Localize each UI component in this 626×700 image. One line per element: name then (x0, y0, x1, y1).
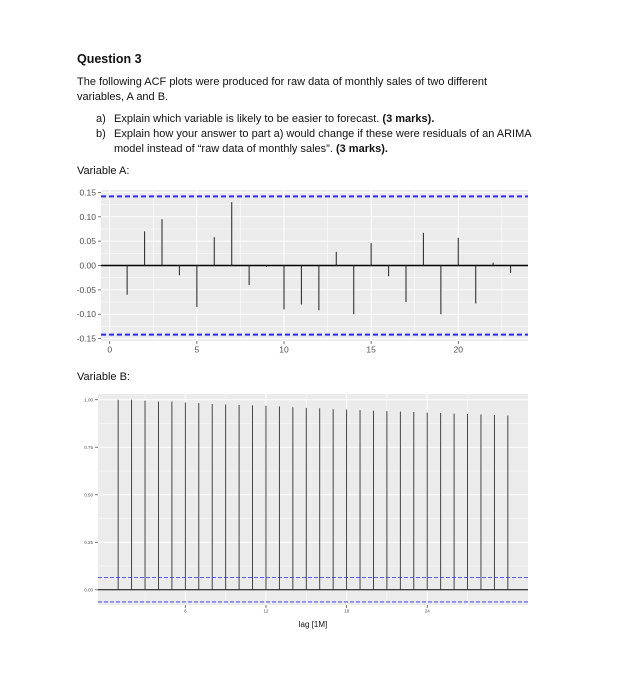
y-tick-label: 0.25 (84, 539, 93, 545)
x-tick-label: 15 (366, 344, 376, 355)
x-tick-label: 6 (184, 608, 187, 614)
y-tick-label: 0.05 (79, 236, 96, 247)
plot-panel (98, 394, 528, 605)
x-tick-label: 5 (194, 344, 200, 355)
part-marks: (3 marks). (382, 113, 435, 125)
variable-a-label: Variable A: (77, 165, 130, 177)
y-tick-label: -0.15 (76, 333, 96, 344)
x-tick-label: 12 (263, 608, 269, 614)
x-tick-label: 24 (424, 608, 430, 614)
y-tick-label: 0.10 (79, 211, 96, 222)
x-tick-label: 18 (344, 608, 350, 614)
y-tick-label: 0.00 (79, 260, 96, 271)
question-title: Question 3 (77, 52, 142, 66)
part-marks: (3 marks). (335, 143, 388, 155)
y-tick-label: -0.10 (76, 309, 96, 320)
y-tick-label: 1.00 (84, 397, 93, 403)
x-tick-label: 10 (279, 344, 289, 355)
y-tick-label: 0.15 (79, 187, 96, 198)
part-label: a) (96, 113, 106, 125)
y-tick-label: 0.50 (84, 492, 93, 498)
y-tick-label: 0.75 (84, 444, 93, 450)
y-tick-label: -0.05 (76, 284, 96, 295)
question-intro: The following ACF plots were produced for raw data of monthly sales of two different variables, A and B. (77, 76, 488, 103)
part-label: b) (96, 128, 106, 140)
part-body: Explain how your answer to part a) would change if these were residuals of an ARIMA model instead of “raw data of monthly sales”. (114, 128, 532, 155)
y-tick-label: 0.00 (84, 587, 93, 593)
part-body: Explain which variable is likely to be easier to forecast. (114, 113, 383, 125)
x-tick-label: 20 (453, 344, 464, 355)
x-axis-title: lag [1M] (298, 620, 328, 629)
variable-b-label: Variable B: (77, 371, 130, 383)
x-tick-label: 0 (107, 344, 113, 355)
